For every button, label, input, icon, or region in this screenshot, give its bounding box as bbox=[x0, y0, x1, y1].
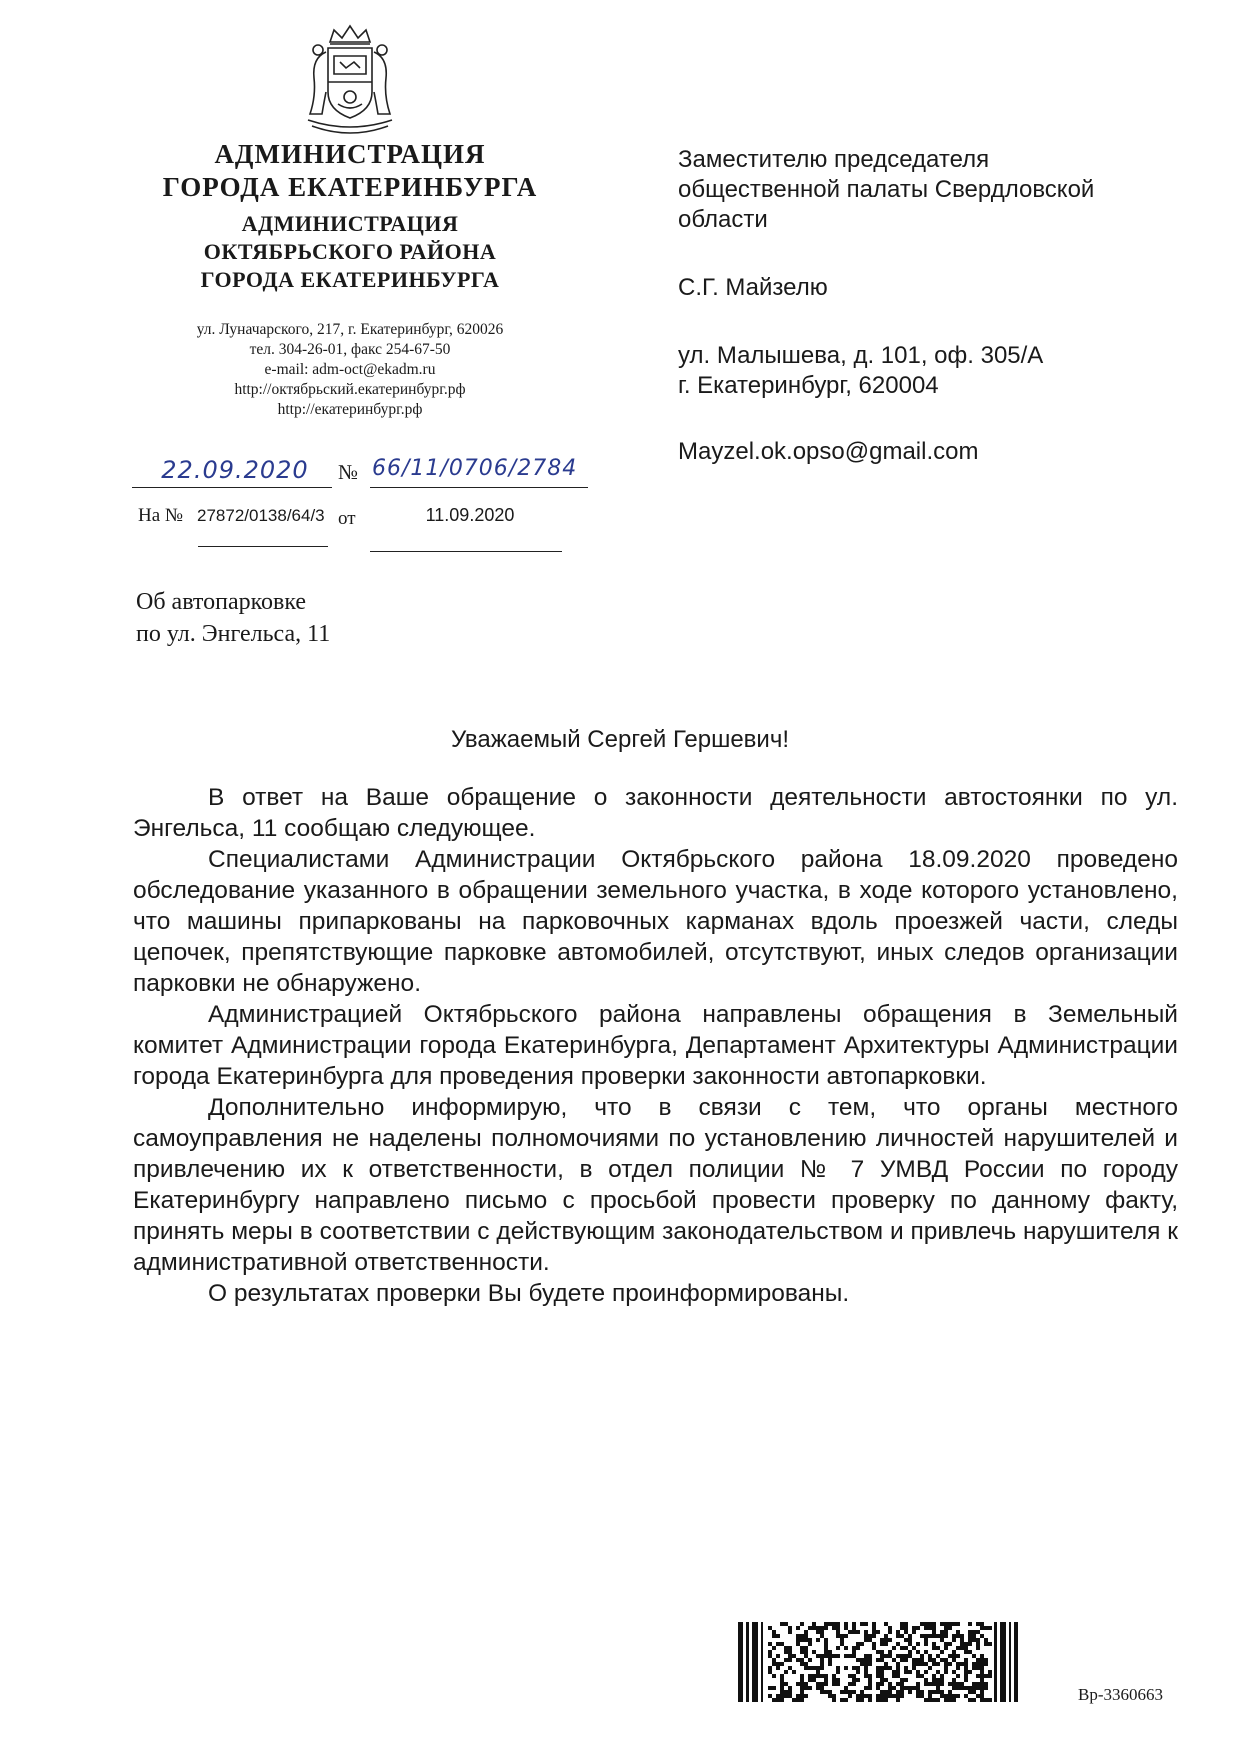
letterhead-contacts bbox=[145, 320, 555, 420]
org-address: ул. Луначарского, 217, г. Екатеринбург, 620026 bbox=[196, 321, 504, 338]
dept-name-line1: АДМИНИСТРАЦИЯ bbox=[241, 211, 459, 236]
registration-number-sign: № bbox=[338, 460, 359, 484]
body-paragraph: Администрацией Октябрьского района направлены обращения в Земельный комитет Администрации города Екатеринбурга, Департамент Архитектуры Администрации города Екатеринбурга для проведения проверки законности автопарковки. bbox=[133, 1001, 1178, 1090]
document-barcode bbox=[738, 1622, 1018, 1702]
reply-ref-number: 27872/0138/64/3 bbox=[197, 506, 325, 525]
recipient-position-line3: области bbox=[678, 206, 768, 233]
recipient-position-line2: общественной палаты Свердловской bbox=[678, 176, 1095, 203]
org-site-city: http://екатеринбург.рф bbox=[277, 401, 423, 418]
subject-line2: по ул. Энгельса, 11 bbox=[136, 621, 331, 647]
org-email: e-mail: adm-oct@ekadm.ru bbox=[264, 361, 436, 378]
body-paragraph: О результатах проверки Вы будете проинформированы. bbox=[208, 1280, 850, 1307]
letter-body bbox=[133, 782, 1178, 1309]
document-code: Вр-3360663 bbox=[1078, 1685, 1163, 1704]
body-paragraph: Дополнительно информирую, что в связи с тем, что органы местного самоуправления не наделены полномочиями по установлению личностей нарушителей и привлечению их к ответственности, в отдел полиции № 7 УМВД России по городу Екатеринбургу направлено письмо с просьбой провести проверку по данному факту, принять меры в соответствии с действующим законодательством и привлечь нарушителя к административной ответственности. bbox=[133, 1094, 1178, 1276]
reply-ref-label: На № bbox=[138, 505, 184, 526]
registration-number: 66/11/0706/2784 bbox=[372, 456, 578, 481]
registration-date: 22.09.2020 bbox=[161, 456, 309, 484]
body-paragraph: Специалистами Администрации Октябрьского района 18.09.2020 проведено обследование указанного в обращении земельного участка, в ходе которого установлено, что машины припаркованы на парковочных карманах вдоль проезжей части, следы цепочек, препятствующие парковке автомобилей, отсутствуют, иных следов организации парковки не обнаружено. bbox=[133, 846, 1178, 997]
dept-name-line2: ОКТЯБРЬСКОГО РАЙОНА bbox=[203, 239, 497, 264]
recipient-name: С.Г. Майзелю bbox=[678, 274, 828, 301]
letter-subject bbox=[136, 586, 536, 650]
recipient-block bbox=[678, 145, 1158, 467]
letterhead bbox=[145, 138, 555, 294]
subject-line1: Об автопарковке bbox=[136, 589, 307, 615]
org-phone: тел. 304-26-01, факс 254-67-50 bbox=[249, 341, 451, 358]
org-name-line2: ГОРОДА ЕКАТЕРИНБУРГА bbox=[162, 172, 538, 202]
recipient-address-line2: г. Екатеринбург, 620004 bbox=[678, 372, 939, 399]
coat-of-arms-emblem bbox=[300, 22, 400, 140]
org-name-line1: АДМИНИСТРАЦИЯ bbox=[214, 139, 486, 169]
org-site-district: http://октябрьский.екатеринбург.рф bbox=[234, 381, 466, 398]
salutation: Уважаемый Сергей Гершевич! bbox=[451, 726, 789, 753]
reply-ref-date-underline bbox=[370, 551, 562, 552]
reply-ref-date: 11.09.2020 bbox=[425, 505, 515, 525]
registration-date-underline bbox=[132, 487, 332, 488]
reply-ref-number-underline bbox=[198, 546, 328, 547]
body-paragraph: В ответ на Ваше обращение о законности деятельности автостоянки по ул. Энгельса, 11 сообщаю следующее. bbox=[133, 784, 1178, 842]
registration-number-underline bbox=[370, 487, 588, 488]
dept-name-line3: ГОРОДА ЕКАТЕРИНБУРГА bbox=[200, 267, 500, 292]
reply-ref-from-label: от bbox=[338, 508, 356, 529]
recipient-address-line1: ул. Малышева, д. 101, оф. 305/А bbox=[678, 342, 1044, 369]
recipient-position-line1: Заместителю председателя bbox=[678, 146, 990, 173]
recipient-email: Mayzel.ok.opso@gmail.com bbox=[678, 438, 979, 465]
